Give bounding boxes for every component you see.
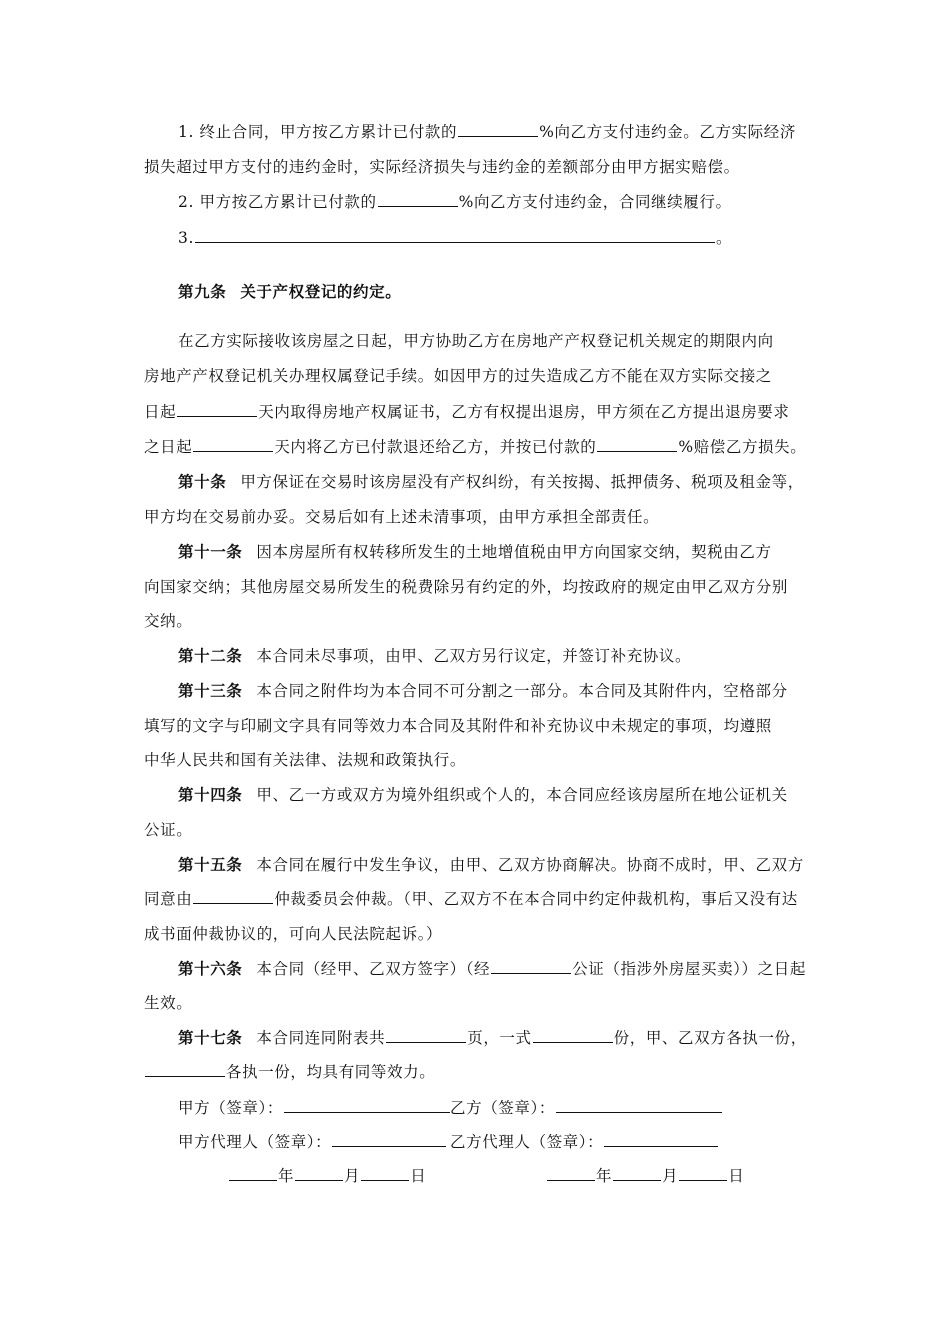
article-15-line1: 第十五条 本合同在履行中发生争议，由甲、乙双方协商解决。协商不成时，甲、乙双方 — [178, 855, 804, 874]
blank-field[interactable] — [195, 241, 715, 243]
date-field[interactable] — [229, 1179, 277, 1181]
party-a-agent-signature: 甲方代理人（签章）： — [178, 1132, 447, 1152]
article-11-line2: 向国家交纳；其他房屋交易所发生的税费除另有约定的外，均按政府的规定由甲乙双方分别 — [144, 578, 789, 596]
party-a-signature: 甲方（签章）： — [178, 1098, 451, 1118]
date-field[interactable] — [295, 1179, 343, 1181]
blank-field[interactable] — [378, 205, 458, 207]
blank-field[interactable] — [193, 450, 273, 452]
clause8-item1-line2: 损失超过甲方支付的违约金时，实际经济损失与违约金的差额部分由甲方据实赔偿。 — [144, 158, 740, 176]
party-a-date: 年 月 日 — [228, 1166, 426, 1186]
article-15-line3: 成书面仲裁协议的，可向人民法院起诉。） — [144, 925, 443, 943]
date-field[interactable] — [361, 1179, 409, 1181]
date-field[interactable] — [679, 1179, 727, 1181]
article-13-line3: 中华人民共和国有关法律、法规和政策执行。 — [144, 751, 467, 769]
party-b-signature: 乙方（签章）： — [450, 1098, 723, 1118]
blank-field[interactable] — [145, 1075, 225, 1077]
article-9-line4: 之日起 天内将乙方已付款退还给乙方，并按已付款的 %赔偿乙方损失。 — [144, 438, 807, 456]
party-b-date: 年 月 日 — [546, 1166, 744, 1186]
blank-field[interactable] — [177, 415, 257, 417]
article-17-line2: 各执一份，均具有同等效力。 — [144, 1062, 435, 1082]
article-10-line1: 第十条 甲方保证在交易时该房屋没有产权纠纷，有关按揭、抵押债务、税项及租金等， — [178, 472, 804, 491]
date-field[interactable] — [613, 1179, 661, 1181]
article-9-line2: 房地产产权登记机关办理权属登记手续。如因甲方的过失造成乙方不能在双方实际交接之 — [144, 367, 772, 385]
article-12-line1: 第十二条 本合同未尽事项，由甲、乙双方另行议定，并签订补充协议。 — [178, 646, 692, 665]
article-16-line1: 第十六条 本合同（经甲、乙双方签字）（经 公证（指涉外房屋买卖））之日起 — [178, 959, 806, 978]
article-9-heading: 第九条 关于产权登记的约定。 — [178, 282, 402, 301]
party-b-agent-signature: 乙方代理人（签章）： — [450, 1132, 719, 1152]
article-13-line2: 填写的文字与印刷文字具有同等效力本合同及其附件和补充协议中未规定的事项，均遵照 — [144, 717, 772, 735]
signature-field[interactable] — [284, 1111, 450, 1113]
blank-field[interactable] — [597, 450, 677, 452]
clause8-item3: 3. 。 — [178, 229, 733, 247]
article-16-line2: 生效。 — [144, 994, 193, 1012]
signature-field[interactable] — [332, 1145, 446, 1147]
clause8-item2: 2. 甲方按乙方累计已付款的 %向乙方支付违约金，合同继续履行。 — [178, 193, 732, 211]
blank-field[interactable] — [491, 972, 571, 974]
blank-field[interactable] — [458, 135, 538, 137]
signature-field[interactable] — [604, 1145, 718, 1147]
article-10-line2: 甲方均在交易前办妥。交易后如有上述未清事项，由甲方承担全部责任。 — [144, 508, 660, 526]
article-17-line1: 第十七条 本合同连同附表共 页，一式 份，甲、乙双方各执一份， — [178, 1028, 807, 1047]
signature-field[interactable] — [556, 1111, 722, 1113]
blank-field[interactable] — [533, 1041, 613, 1043]
blank-field[interactable] — [193, 902, 273, 904]
clause8-item1-line1: 1. 终止合同，甲方按乙方累计已付款的 %向乙方支付违约金。乙方实际经济 — [178, 123, 796, 141]
article-14-line1: 第十四条 甲、乙一方或双方为境外组织或个人的，本合同应经该房屋所在地公证机关 — [178, 785, 788, 804]
article-13-line1: 第十三条 本合同之附件均为本合同不可分割之一部分。本合同及其附件内，空格部分 — [178, 681, 788, 700]
date-field[interactable] — [547, 1179, 595, 1181]
article-11-line1: 第十一条 因本房屋所有权转移所发生的土地增值税由甲方向国家交纳，契税由乙方 — [178, 542, 772, 561]
article-11-line3: 交纳。 — [144, 612, 193, 630]
article-9-line1: 在乙方实际接收该房屋之日起，甲方协助乙方在房地产产权登记机关规定的期限内向 — [178, 332, 774, 350]
article-14-line2: 公证。 — [144, 821, 193, 839]
article-15-line2: 同意由 仲裁委员会仲裁。（甲、乙双方不在本合同中约定仲裁机构，事后又没有达 — [144, 890, 798, 908]
article-9-line3: 日起 天内取得房地产权属证书，乙方有权提出退房，甲方须在乙方提出退房要求 — [144, 403, 790, 421]
blank-field[interactable] — [386, 1041, 466, 1043]
